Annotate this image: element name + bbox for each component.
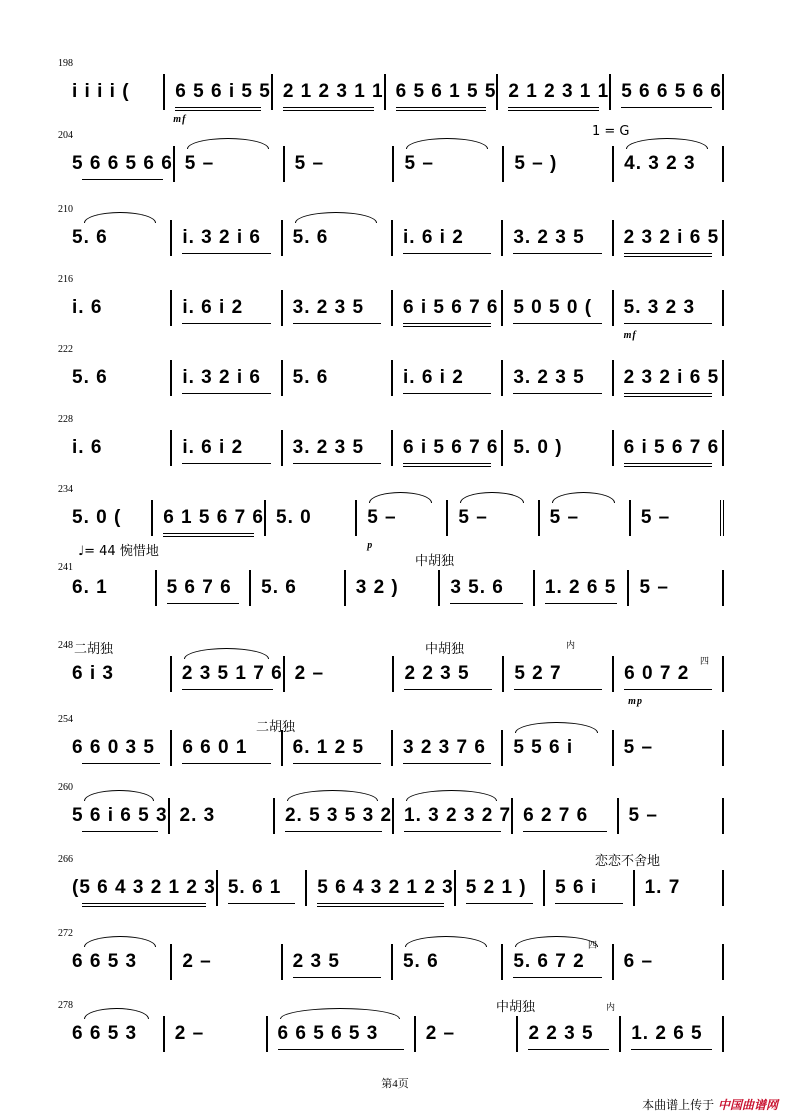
- notes: 3 2 3 7 6: [402, 737, 486, 758]
- notes: 5 2 1 ): [465, 877, 527, 898]
- barline: [722, 570, 730, 606]
- notes: 2 2 3 5: [528, 1023, 594, 1044]
- notes: 5 6 6 5 6 6: [621, 81, 722, 102]
- measure: [392, 798, 511, 834]
- notes: 5. 3 2 3: [623, 297, 696, 318]
- barline: [722, 730, 730, 766]
- notes: 5. 6: [292, 227, 329, 248]
- fingering-mark: 四: [588, 941, 598, 951]
- measure: [170, 290, 280, 326]
- instrument-solo-label: 中胡独: [496, 1000, 536, 1015]
- notes: 6 6 5 3: [72, 1023, 138, 1044]
- notes: 3. 2 3 5: [513, 367, 585, 388]
- measure: [502, 656, 612, 692]
- measure: [612, 360, 722, 396]
- measure: [629, 500, 720, 536]
- notes: 5 2 7: [514, 663, 562, 684]
- measure: [72, 730, 170, 766]
- notes: 5 –: [623, 737, 654, 758]
- system-260: [0, 780, 790, 860]
- notes: 5 –: [184, 153, 215, 174]
- notes: i. 3 2 i 6: [182, 367, 261, 388]
- notes: 6 6 5 6 5 3: [277, 1023, 379, 1044]
- notes: 5. 6: [72, 227, 108, 248]
- notes: 5 –: [640, 507, 671, 528]
- notes: 5 –: [639, 577, 669, 598]
- barline: [722, 290, 730, 326]
- barline: [722, 798, 730, 834]
- fingering-mark: 内: [606, 1003, 616, 1013]
- notes: 2 1 2 3 1 1: [282, 81, 384, 102]
- measure: [72, 1016, 163, 1052]
- notes: i. 6 i 2: [402, 367, 464, 388]
- notes: 5 –: [367, 507, 397, 528]
- measure: [392, 146, 502, 182]
- notes: i. 6 i 2: [182, 437, 244, 458]
- measure-number: 248: [58, 640, 73, 651]
- measure: [501, 944, 611, 980]
- system-228: [0, 412, 790, 492]
- notes-row: [72, 870, 730, 906]
- measure: [438, 570, 533, 606]
- measure: [266, 1016, 414, 1052]
- notes-row: [72, 146, 730, 182]
- measure: [72, 360, 170, 396]
- measure: [72, 500, 151, 536]
- notes: 2 2 3 5: [404, 663, 470, 684]
- measure-number: 204: [58, 130, 73, 141]
- instrument-solo-label: 中胡独: [415, 554, 455, 569]
- measure: [170, 730, 280, 766]
- notes: 6 6 0 3 5: [72, 737, 155, 758]
- notes: 2 –: [294, 663, 325, 684]
- notes: 3 2 ): [355, 577, 399, 598]
- notes: 6 6 0 1: [182, 737, 248, 758]
- notes: 5 6 i: [555, 877, 598, 898]
- notes: 5 – ): [514, 153, 558, 174]
- measure-number: 241: [58, 562, 73, 573]
- upload-credit: [642, 1096, 778, 1113]
- key-signature: 1 = G: [592, 124, 630, 139]
- system-210: [0, 202, 790, 282]
- measure: [281, 220, 391, 256]
- measure: [249, 570, 344, 606]
- measure: [170, 220, 280, 256]
- measure: [501, 360, 611, 396]
- measure: [170, 360, 280, 396]
- measure: [72, 430, 170, 466]
- notes-row: [72, 290, 730, 341]
- notes: 5 6 i 6 5 3: [72, 805, 168, 826]
- notes: 6 i 3: [72, 663, 114, 684]
- dynamic-mark: mf: [173, 114, 187, 125]
- system-248: [0, 638, 790, 718]
- notes: 5 5 6 i: [513, 737, 574, 758]
- measure: [446, 500, 537, 536]
- notes: 5. 0 (: [72, 507, 122, 528]
- measure: [72, 220, 170, 256]
- instrument-solo-label: 二胡独: [256, 720, 296, 735]
- measure: [281, 360, 391, 396]
- measure: [543, 870, 632, 906]
- measure-number: 260: [58, 782, 73, 793]
- measure: [612, 656, 722, 707]
- notes: 5. 6: [402, 951, 439, 972]
- measure: [72, 870, 216, 906]
- measure: [502, 146, 612, 182]
- system-204: [0, 124, 790, 208]
- measure: [355, 500, 446, 551]
- notes: 3 5. 6: [450, 577, 504, 598]
- notes: 6 6 5 3: [72, 951, 138, 972]
- notes: 6 i 5 6 7 6: [402, 437, 499, 458]
- measure: [391, 290, 501, 326]
- notes: 1. 3 2 3 2 7: [404, 805, 512, 826]
- measure: [391, 944, 501, 980]
- notes: i. 6: [72, 437, 103, 458]
- notes: 2 –: [182, 951, 212, 972]
- measure: [281, 290, 391, 326]
- notes: 4. 3 2 3: [624, 153, 696, 174]
- measure: [391, 220, 501, 256]
- notes-row: [72, 220, 730, 256]
- measure-number: 254: [58, 714, 73, 725]
- expression-mark: 恋恋不舍地: [595, 854, 661, 869]
- notes: 6 –: [623, 951, 654, 972]
- measure: [391, 430, 501, 466]
- measure-number: 216: [58, 274, 73, 285]
- notes: 1. 2 6 5: [631, 1023, 703, 1044]
- measure: [496, 74, 609, 110]
- system-222: [0, 342, 790, 422]
- measure: [612, 730, 722, 766]
- measure: [168, 798, 273, 834]
- measure: [511, 798, 616, 834]
- measure: [264, 500, 355, 536]
- notes-row: [72, 944, 730, 980]
- system-216: [0, 272, 790, 352]
- notes: 3. 2 3 5: [292, 437, 365, 458]
- measure: [170, 430, 280, 466]
- credit-text: 本曲谱上传于: [642, 1098, 715, 1112]
- measure: [155, 570, 250, 606]
- notes: i. 6 i 2: [402, 227, 464, 248]
- barline: [722, 430, 730, 466]
- notes: 2 –: [174, 1023, 205, 1044]
- barline: [722, 360, 730, 396]
- notes-row: [72, 798, 730, 834]
- system-272: [0, 926, 790, 1006]
- dynamic-mark: p: [367, 540, 374, 551]
- instrument-solo-label: 二胡独: [74, 642, 114, 657]
- measure-number: 266: [58, 854, 73, 865]
- notes-row: [72, 430, 730, 466]
- measure: [344, 570, 439, 606]
- system-198: [0, 56, 790, 136]
- notes: (5 6 4 3 2 1 2 3: [72, 877, 216, 898]
- notes: 5 –: [294, 153, 325, 174]
- notes: 5 –: [628, 805, 658, 826]
- measure: [501, 220, 611, 256]
- measure: [391, 730, 501, 766]
- notes: 5. 6: [72, 367, 108, 388]
- notes: 6 2 7 6: [523, 805, 589, 826]
- notes: 5 6 7 6: [166, 577, 232, 598]
- dynamic-mark: mp: [628, 696, 643, 707]
- measure: [538, 500, 629, 536]
- system-266: [0, 852, 790, 932]
- measure: [501, 730, 611, 766]
- measure-number: 272: [58, 928, 73, 939]
- measure: [392, 656, 502, 692]
- notes-row: [72, 500, 730, 551]
- notes: 6. 1 2 5: [292, 737, 365, 758]
- notes: 5. 6 1: [227, 877, 282, 898]
- notes-row: [72, 360, 730, 396]
- measure: [216, 870, 305, 906]
- tempo-mark: ♩= 44 惋惜地: [78, 544, 159, 559]
- notes: 6 5 6 i 5 5: [175, 81, 271, 102]
- measure: [516, 1016, 619, 1052]
- notes: 5 –: [458, 507, 488, 528]
- notes: 6. 1: [72, 577, 108, 598]
- notes: 6 1 5 6 7 6: [163, 507, 264, 528]
- measure: [612, 944, 722, 980]
- notes: 1. 7: [644, 877, 681, 898]
- measure: [163, 1016, 266, 1052]
- notes-row: [72, 1016, 730, 1052]
- notes: 3. 2 3 5: [513, 227, 585, 248]
- barline: [722, 656, 730, 692]
- barline: [722, 870, 730, 906]
- measure: [619, 1016, 722, 1052]
- measure: [384, 74, 497, 110]
- measure: [72, 146, 173, 182]
- notes: 6 0 7 2: [624, 663, 690, 684]
- measure: [72, 570, 155, 606]
- measure: [612, 290, 722, 341]
- measure: [173, 146, 283, 182]
- measure: [72, 290, 170, 326]
- notes: 5. 0 ): [513, 437, 563, 458]
- notes: 5. 6 7 2: [513, 951, 585, 972]
- measure: [391, 360, 501, 396]
- notes: i. 3 2 i 6: [182, 227, 261, 248]
- notes: 5 –: [404, 153, 434, 174]
- measure: [305, 870, 454, 906]
- notes: 2. 3: [179, 805, 216, 826]
- measure: [283, 146, 393, 182]
- notes-row: [72, 570, 730, 606]
- notes: 6 i 5 6 7 6: [402, 297, 499, 318]
- system-241: [0, 544, 790, 632]
- notes: 2 –: [425, 1023, 456, 1044]
- measure: [273, 798, 392, 834]
- measure: [271, 74, 384, 110]
- measure: [72, 798, 168, 834]
- notes: i. 6: [72, 297, 103, 318]
- site-logo[interactable]: 中国曲谱网: [717, 1098, 778, 1112]
- measure: [501, 290, 611, 326]
- measure-number: 198: [58, 58, 73, 69]
- fingering-mark: 内: [566, 641, 576, 651]
- notes-row: [72, 730, 730, 766]
- page-number: 第4页: [381, 1078, 409, 1090]
- measure-number: 222: [58, 344, 73, 355]
- measure: [281, 944, 391, 980]
- notes: 5. 0: [276, 507, 312, 528]
- dynamic-mark: mf: [623, 330, 637, 341]
- notes: 5 0 5 0 (: [513, 297, 593, 318]
- measure: [612, 430, 722, 466]
- measure: [72, 944, 170, 980]
- notes: 2 3 5: [292, 951, 340, 972]
- measure-number: 278: [58, 1000, 73, 1011]
- notes: 3. 2 3 5: [292, 297, 365, 318]
- measure: [72, 656, 170, 692]
- notes: 5 6 6 5 6 6: [72, 153, 173, 174]
- measure: [163, 74, 271, 125]
- barline: [720, 500, 730, 536]
- notes: 2 3 5 1 7 6: [181, 663, 283, 684]
- measure: [633, 870, 722, 906]
- notes: 5 –: [549, 507, 580, 528]
- system-278: [0, 998, 790, 1078]
- measure: [609, 74, 722, 110]
- notes: 1. 2 6 5: [544, 577, 617, 598]
- measure: [627, 570, 722, 606]
- barline: [722, 1016, 730, 1052]
- measure: [281, 730, 391, 766]
- barline: [722, 220, 730, 256]
- measure: [454, 870, 543, 906]
- notes-row: [72, 656, 730, 707]
- measure: [612, 220, 722, 256]
- barline: [722, 74, 730, 110]
- measure: [170, 656, 283, 692]
- barline: [722, 146, 730, 182]
- notes: 5. 6: [261, 577, 297, 598]
- measure-number: 210: [58, 204, 73, 215]
- notes: 2. 5 3 5 3 2: [284, 805, 393, 826]
- notes-row: [72, 74, 730, 125]
- measure: [170, 944, 280, 980]
- measure-number: 234: [58, 484, 73, 495]
- notes: 6 5 6 1 5 5: [395, 81, 497, 102]
- measure: [617, 798, 722, 834]
- notes: 5. 6: [292, 367, 329, 388]
- measure-number: 228: [58, 414, 73, 425]
- notes: 2 3 2 i 6 5: [623, 367, 720, 388]
- measure: [414, 1016, 517, 1052]
- instrument-solo-label: 中胡独: [425, 642, 465, 657]
- barline: [722, 944, 730, 980]
- notes: 2 1 2 3 1 1: [508, 81, 610, 102]
- notes: i i i i (: [72, 81, 130, 102]
- measure: [612, 146, 722, 182]
- measure: [283, 656, 393, 692]
- notes: 5 6 4 3 2 1 2 3: [317, 877, 454, 898]
- notes: 2 3 2 i 6 5: [623, 227, 720, 248]
- fingering-mark: 四: [700, 657, 710, 667]
- notes: 6 i 5 6 7 6: [623, 437, 720, 458]
- measure: [533, 570, 628, 606]
- notes: i. 6 i 2: [182, 297, 244, 318]
- measure: [281, 430, 391, 466]
- measure: [72, 74, 163, 110]
- measure: [151, 500, 264, 536]
- measure: [501, 430, 611, 466]
